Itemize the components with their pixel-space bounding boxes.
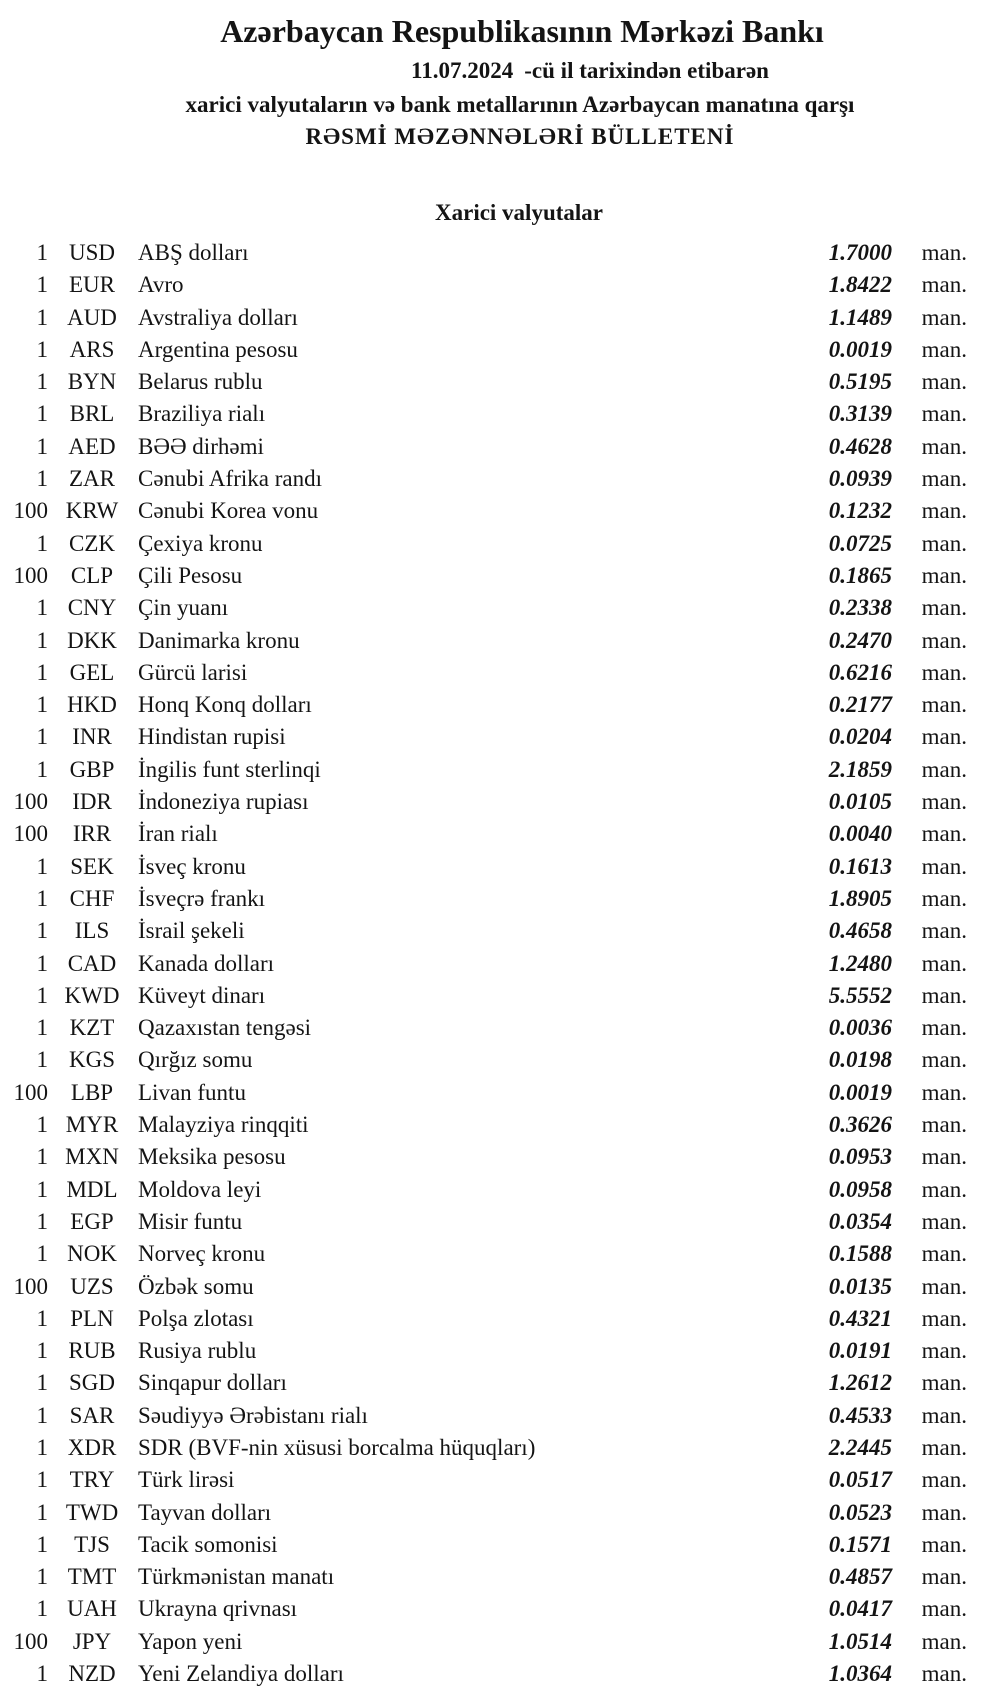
unit-label: man. [921, 1661, 967, 1687]
currency-row [0, 302, 1000, 334]
currency-name: Rusiya rublu [138, 1338, 257, 1364]
section-title-foreign-currencies: Xarici valyutalar [435, 200, 603, 225]
currency-row [0, 1044, 1000, 1076]
currency-code: KZT [69, 1015, 115, 1041]
unit-label: man. [921, 1596, 967, 1622]
currency-row [0, 625, 1000, 657]
unit-label: man. [921, 756, 967, 782]
currency-name: Qazaxıstan tengəsi [138, 1015, 312, 1041]
currency-code: RUB [68, 1338, 116, 1364]
currency-name: Cənubi Afrika randı [138, 466, 322, 492]
currency-row [0, 1174, 1000, 1206]
unit-label: man. [921, 1079, 967, 1105]
exchange-rate: 2.2445 [828, 1434, 892, 1460]
unit-label: man. [921, 1467, 967, 1493]
currency-quantity: 1 [36, 466, 48, 492]
currency-row [0, 1529, 1000, 1561]
currency-row [0, 237, 1000, 269]
currency-code: DKK [67, 627, 117, 653]
currency-row [0, 883, 1000, 915]
currency-row [0, 1658, 1000, 1690]
currency-quantity: 1 [36, 1402, 48, 1428]
unit-label: man. [921, 627, 967, 653]
currency-code: PLN [70, 1305, 114, 1331]
currency-row [0, 495, 1000, 527]
currency-code: SEK [70, 853, 114, 879]
exchange-rate: 1.7000 [828, 240, 892, 265]
unit-label: man. [921, 724, 967, 750]
unit-label: man. [921, 1338, 967, 1364]
currency-quantity: 1 [36, 1338, 48, 1364]
currency-code: AUD [67, 304, 117, 330]
unit-label: man. [921, 1047, 967, 1073]
currency-name: Sinqapur dolları [138, 1370, 287, 1396]
currency-quantity: 1 [36, 627, 48, 653]
currency-code: EGP [70, 1208, 114, 1234]
currency-row [0, 657, 1000, 689]
exchange-rate: 0.0040 [828, 821, 892, 847]
currency-row [0, 689, 1000, 721]
currency-row [0, 1271, 1000, 1303]
unit-label: man. [921, 1273, 967, 1299]
unit-label: man. [921, 1305, 967, 1331]
currency-quantity: 1 [36, 1596, 48, 1622]
currency-code: EUR [69, 272, 115, 298]
currency-row [0, 818, 1000, 850]
currency-code: BRL [69, 401, 115, 427]
unit-label: man. [921, 498, 967, 524]
bulletin-page [0, 14, 1000, 1705]
exchange-rate: 1.0364 [828, 1661, 892, 1687]
currency-row [0, 948, 1000, 980]
currency-quantity: 1 [36, 1467, 48, 1493]
currency-row [0, 463, 1000, 495]
exchange-rate: 1.2480 [828, 950, 892, 976]
currency-row [0, 980, 1000, 1012]
currency-row [0, 721, 1000, 753]
unit-label: man. [921, 433, 967, 459]
currency-name: Kanada dolları [138, 950, 275, 976]
currency-name: Malayziya rinqqiti [138, 1112, 309, 1138]
currency-name: İngilis funt sterlinqi [138, 756, 321, 782]
currency-row [0, 915, 1000, 947]
currency-code: MXN [65, 1144, 119, 1170]
currency-quantity: 1 [36, 692, 48, 718]
exchange-rate: 1.1489 [828, 304, 892, 330]
currency-code: GEL [69, 659, 115, 685]
exchange-rate: 0.0019 [828, 336, 892, 362]
exchange-rate: 0.1865 [828, 562, 892, 588]
currency-row [0, 754, 1000, 786]
unit-label: man. [921, 1434, 967, 1460]
currency-name: Belarus rublu [138, 369, 263, 395]
currency-code: HKD [67, 692, 117, 718]
exchange-rate: 0.2177 [828, 692, 892, 718]
currency-name: Honq Konq dolları [138, 692, 312, 718]
currency-name: Tayvan dolları [138, 1499, 272, 1525]
currency-quantity: 1 [36, 1144, 48, 1170]
unit-label: man. [921, 885, 967, 911]
currency-code: INR [72, 724, 112, 750]
currency-name: Tacik somonisi [138, 1531, 278, 1557]
currency-quantity: 1 [36, 1305, 48, 1331]
unit-label: man. [921, 336, 967, 362]
exchange-rate: 0.3626 [828, 1112, 892, 1138]
currency-quantity: 100 [13, 1628, 48, 1654]
exchange-rate: 0.0354 [828, 1208, 892, 1234]
unit-label: man. [921, 1628, 967, 1654]
currency-name: Türkmənistan manatı [138, 1564, 335, 1590]
exchange-rate: 0.0135 [828, 1273, 892, 1299]
currency-name: Misir funtu [138, 1208, 243, 1234]
unit-label: man. [921, 1370, 967, 1396]
currency-name: Meksika pesosu [138, 1144, 286, 1170]
currency-quantity: 1 [36, 369, 48, 395]
currency-name: Cənubi Korea vonu [138, 498, 319, 524]
effective-date: 11.07.2024 [411, 58, 514, 83]
unit-label: man. [921, 821, 967, 847]
currency-name: Yapon yeni [138, 1628, 243, 1654]
currency-quantity: 1 [36, 982, 48, 1008]
unit-label: man. [921, 240, 967, 265]
currency-quantity: 1 [36, 1434, 48, 1460]
currency-row [0, 528, 1000, 560]
currency-code: CAD [67, 950, 117, 976]
currency-code: SGD [68, 1370, 115, 1396]
currency-name: Avstraliya dolları [138, 304, 298, 330]
currency-row [0, 786, 1000, 818]
unit-label: man. [921, 1208, 967, 1234]
currency-row [0, 1303, 1000, 1335]
currency-quantity: 100 [13, 1079, 48, 1105]
currency-row [0, 1432, 1000, 1464]
currency-code: USD [68, 240, 115, 265]
currency-code: ZAR [69, 466, 115, 492]
currency-name: Polşa zlotası [138, 1305, 254, 1331]
exchange-rate: 0.0204 [828, 724, 892, 750]
currency-row [0, 560, 1000, 592]
exchange-rate: 0.1613 [828, 853, 892, 879]
currency-row [0, 592, 1000, 624]
currency-quantity: 100 [13, 1273, 48, 1299]
unit-label: man. [921, 1531, 967, 1557]
exchange-rate: 1.0514 [828, 1628, 892, 1654]
currency-code: IRR [72, 821, 112, 847]
currency-name: Argentina pesosu [138, 336, 298, 362]
currency-name: Yeni Zelandiya dolları [138, 1661, 344, 1687]
currency-row [0, 1497, 1000, 1529]
exchange-rate: 0.0019 [828, 1079, 892, 1105]
currency-quantity: 1 [36, 659, 48, 685]
currency-code: AED [68, 433, 116, 459]
exchange-rate: 0.0191 [828, 1338, 892, 1364]
exchange-rate: 0.0036 [828, 1015, 892, 1041]
bulletin-header [0, 14, 1000, 150]
currency-name: Türk lirəsi [138, 1467, 235, 1493]
exchange-rate: 0.4857 [828, 1564, 892, 1590]
currency-code: UZS [70, 1273, 114, 1299]
currency-code: NOK [67, 1241, 117, 1267]
currency-name: Çin yuanı [138, 595, 229, 621]
exchange-rate: 0.4321 [828, 1305, 892, 1331]
currency-quantity: 1 [36, 1208, 48, 1234]
currency-row [0, 1464, 1000, 1496]
currency-code: JPY [72, 1628, 112, 1654]
currency-code: ILS [74, 918, 110, 944]
bank-title: Azərbaycan Respublikasının Mərkəzi Bankı [220, 13, 824, 49]
currency-row [0, 1626, 1000, 1658]
unit-label: man. [921, 1402, 967, 1428]
exchange-rate: 1.8905 [828, 885, 892, 911]
exchange-rate: 0.0198 [828, 1047, 892, 1073]
effective-date-line [90, 58, 1000, 84]
currency-quantity: 1 [36, 1370, 48, 1396]
currency-name: İndoneziya rupiası [138, 789, 309, 815]
currency-quantity: 1 [36, 433, 48, 459]
exchange-rate: 0.0417 [828, 1596, 892, 1622]
currency-code: GBP [69, 756, 115, 782]
unit-label: man. [921, 1499, 967, 1525]
currency-quantity: 1 [36, 756, 48, 782]
currency-name: Qırğız somu [138, 1047, 253, 1073]
currency-row [0, 1238, 1000, 1270]
exchange-rate: 0.4658 [828, 918, 892, 944]
unit-label: man. [921, 1241, 967, 1267]
currency-quantity: 100 [13, 821, 48, 847]
rates-table [0, 237, 1000, 1690]
bulletin-subtitle: xarici valyutaların və bank metallarının Azərbaycan manatına qarşı [185, 92, 855, 117]
currency-code: ARS [69, 336, 115, 362]
unit-label: man. [921, 595, 967, 621]
currency-row [0, 1335, 1000, 1367]
unit-label: man. [921, 1112, 967, 1138]
currency-name: İsveç kronu [138, 853, 246, 879]
unit-label: man. [921, 853, 967, 879]
exchange-rate: 0.0939 [828, 466, 892, 492]
currency-code: TJS [74, 1531, 110, 1557]
currency-name: Ukrayna qrivnası [138, 1596, 298, 1622]
effective-date-suffix: -cü il tarixindən etibarən [524, 58, 769, 83]
exchange-rate: 0.0105 [828, 789, 892, 815]
exchange-rate: 0.0953 [828, 1144, 892, 1170]
exchange-rate: 0.0523 [828, 1499, 892, 1525]
unit-label: man. [921, 530, 967, 556]
currency-name: Çili Pesosu [138, 562, 243, 588]
currency-name: Küveyt dinarı [138, 982, 266, 1008]
unit-label: man. [921, 369, 967, 395]
currency-code: BYN [67, 369, 117, 395]
currency-name: Norveç kronu [138, 1241, 266, 1267]
unit-label: man. [921, 789, 967, 815]
currency-code: TMT [67, 1564, 117, 1590]
currency-code: MDL [66, 1176, 118, 1202]
exchange-rate: 1.2612 [828, 1370, 892, 1396]
exchange-rate: 0.1571 [828, 1531, 892, 1557]
currency-row [0, 269, 1000, 301]
currency-name: Livan funtu [138, 1079, 246, 1105]
unit-label: man. [921, 1144, 967, 1170]
currency-quantity: 1 [36, 272, 48, 298]
currency-code: KRW [65, 498, 119, 524]
currency-name: BƏƏ dirhəmi [138, 433, 264, 459]
currency-code: CNY [67, 595, 117, 621]
currency-row [0, 1367, 1000, 1399]
currency-code: XDR [67, 1434, 117, 1460]
currency-row [0, 366, 1000, 398]
currency-code: LBP [70, 1079, 114, 1105]
currency-name: Hindistan rupisi [138, 724, 286, 750]
currency-quantity: 1 [36, 1047, 48, 1073]
currency-name: Gürcü larisi [138, 659, 248, 685]
bulletin-title-caps: RƏSMİ MƏZƏNNƏLƏRİ BÜLLETENİ [305, 124, 735, 149]
exchange-rate: 0.4628 [828, 433, 892, 459]
currency-quantity: 1 [36, 595, 48, 621]
currency-quantity: 1 [36, 530, 48, 556]
currency-quantity: 1 [36, 1112, 48, 1138]
currency-code: NZD [68, 1661, 116, 1687]
currency-row [0, 1561, 1000, 1593]
currency-quantity: 1 [36, 1176, 48, 1202]
exchange-rate: 0.0958 [828, 1176, 892, 1202]
currency-row [0, 398, 1000, 430]
exchange-rate: 0.2338 [828, 595, 892, 621]
unit-label: man. [921, 466, 967, 492]
currency-code: CZK [69, 530, 115, 556]
currency-name: Özbək somu [138, 1273, 254, 1299]
unit-label: man. [921, 918, 967, 944]
currency-name: Çexiya kronu [138, 530, 263, 556]
currency-row [0, 1141, 1000, 1173]
currency-quantity: 1 [36, 1499, 48, 1525]
unit-label: man. [921, 272, 967, 298]
currency-quantity: 1 [36, 336, 48, 362]
currency-code: CLP [70, 562, 114, 588]
exchange-rate: 2.1859 [828, 756, 892, 782]
currency-code: KWD [64, 982, 120, 1008]
currency-name: İsrail şekeli [138, 918, 245, 944]
currency-code: TRY [69, 1467, 115, 1493]
unit-label: man. [921, 982, 967, 1008]
currency-name: Səudiyyə Ərəbistanı rialı [138, 1402, 368, 1428]
currency-name: Braziliya rialı [138, 401, 266, 427]
currency-name: Avro [138, 272, 184, 298]
exchange-rate: 5.5552 [828, 982, 892, 1008]
currency-code: CHF [69, 885, 115, 911]
currency-quantity: 1 [36, 240, 48, 265]
currency-row [0, 334, 1000, 366]
unit-label: man. [921, 1564, 967, 1590]
currency-code: TWD [65, 1499, 119, 1525]
currency-code: MYR [65, 1112, 119, 1138]
exchange-rate: 0.4533 [828, 1402, 892, 1428]
currency-quantity: 1 [36, 1241, 48, 1267]
exchange-rate: 0.1588 [828, 1241, 892, 1267]
currency-quantity: 1 [36, 885, 48, 911]
currency-name: SDR (BVF-nin xüsusi borcalma hüquqları) [138, 1434, 536, 1460]
currency-row [0, 431, 1000, 463]
exchange-rate: 0.0725 [828, 530, 892, 556]
unit-label: man. [921, 401, 967, 427]
exchange-rate: 0.0517 [828, 1467, 892, 1493]
currency-quantity: 100 [13, 562, 48, 588]
currency-quantity: 1 [36, 853, 48, 879]
currency-row [0, 1012, 1000, 1044]
exchange-rate: 0.2470 [828, 627, 892, 653]
exchange-rate: 0.5195 [828, 369, 892, 395]
currency-quantity: 1 [36, 1531, 48, 1557]
exchange-rate: 0.6216 [828, 659, 892, 685]
currency-quantity: 1 [36, 1564, 48, 1590]
currency-code: UAH [67, 1596, 117, 1622]
currency-code: SAR [69, 1402, 115, 1428]
currency-quantity: 1 [36, 918, 48, 944]
currency-code: KGS [68, 1047, 115, 1073]
unit-label: man. [921, 692, 967, 718]
currency-name: Danimarka kronu [138, 627, 300, 653]
currency-quantity: 1 [36, 724, 48, 750]
currency-quantity: 1 [36, 304, 48, 330]
exchange-rate: 1.8422 [828, 272, 892, 298]
unit-label: man. [921, 950, 967, 976]
currency-name: ABŞ dolları [138, 240, 249, 265]
currency-quantity: 100 [13, 789, 48, 815]
currency-row [0, 1593, 1000, 1625]
currency-row [0, 1077, 1000, 1109]
currency-quantity: 1 [36, 401, 48, 427]
exchange-rate: 0.1232 [828, 498, 892, 524]
currency-row [0, 851, 1000, 883]
currency-quantity: 1 [36, 1015, 48, 1041]
currency-quantity: 1 [36, 1661, 48, 1687]
unit-label: man. [921, 1176, 967, 1202]
currency-row [0, 1109, 1000, 1141]
unit-label: man. [921, 1015, 967, 1041]
currency-row [0, 1400, 1000, 1432]
currency-name: Moldova leyi [138, 1176, 262, 1202]
currency-quantity: 1 [36, 950, 48, 976]
currency-row [0, 1206, 1000, 1238]
unit-label: man. [921, 562, 967, 588]
currency-name: İran rialı [138, 821, 218, 847]
unit-label: man. [921, 304, 967, 330]
currency-name: İsveçrə frankı [138, 885, 266, 911]
currency-quantity: 100 [13, 498, 48, 524]
unit-label: man. [921, 659, 967, 685]
currency-code: IDR [72, 789, 112, 815]
exchange-rate: 0.3139 [828, 401, 892, 427]
